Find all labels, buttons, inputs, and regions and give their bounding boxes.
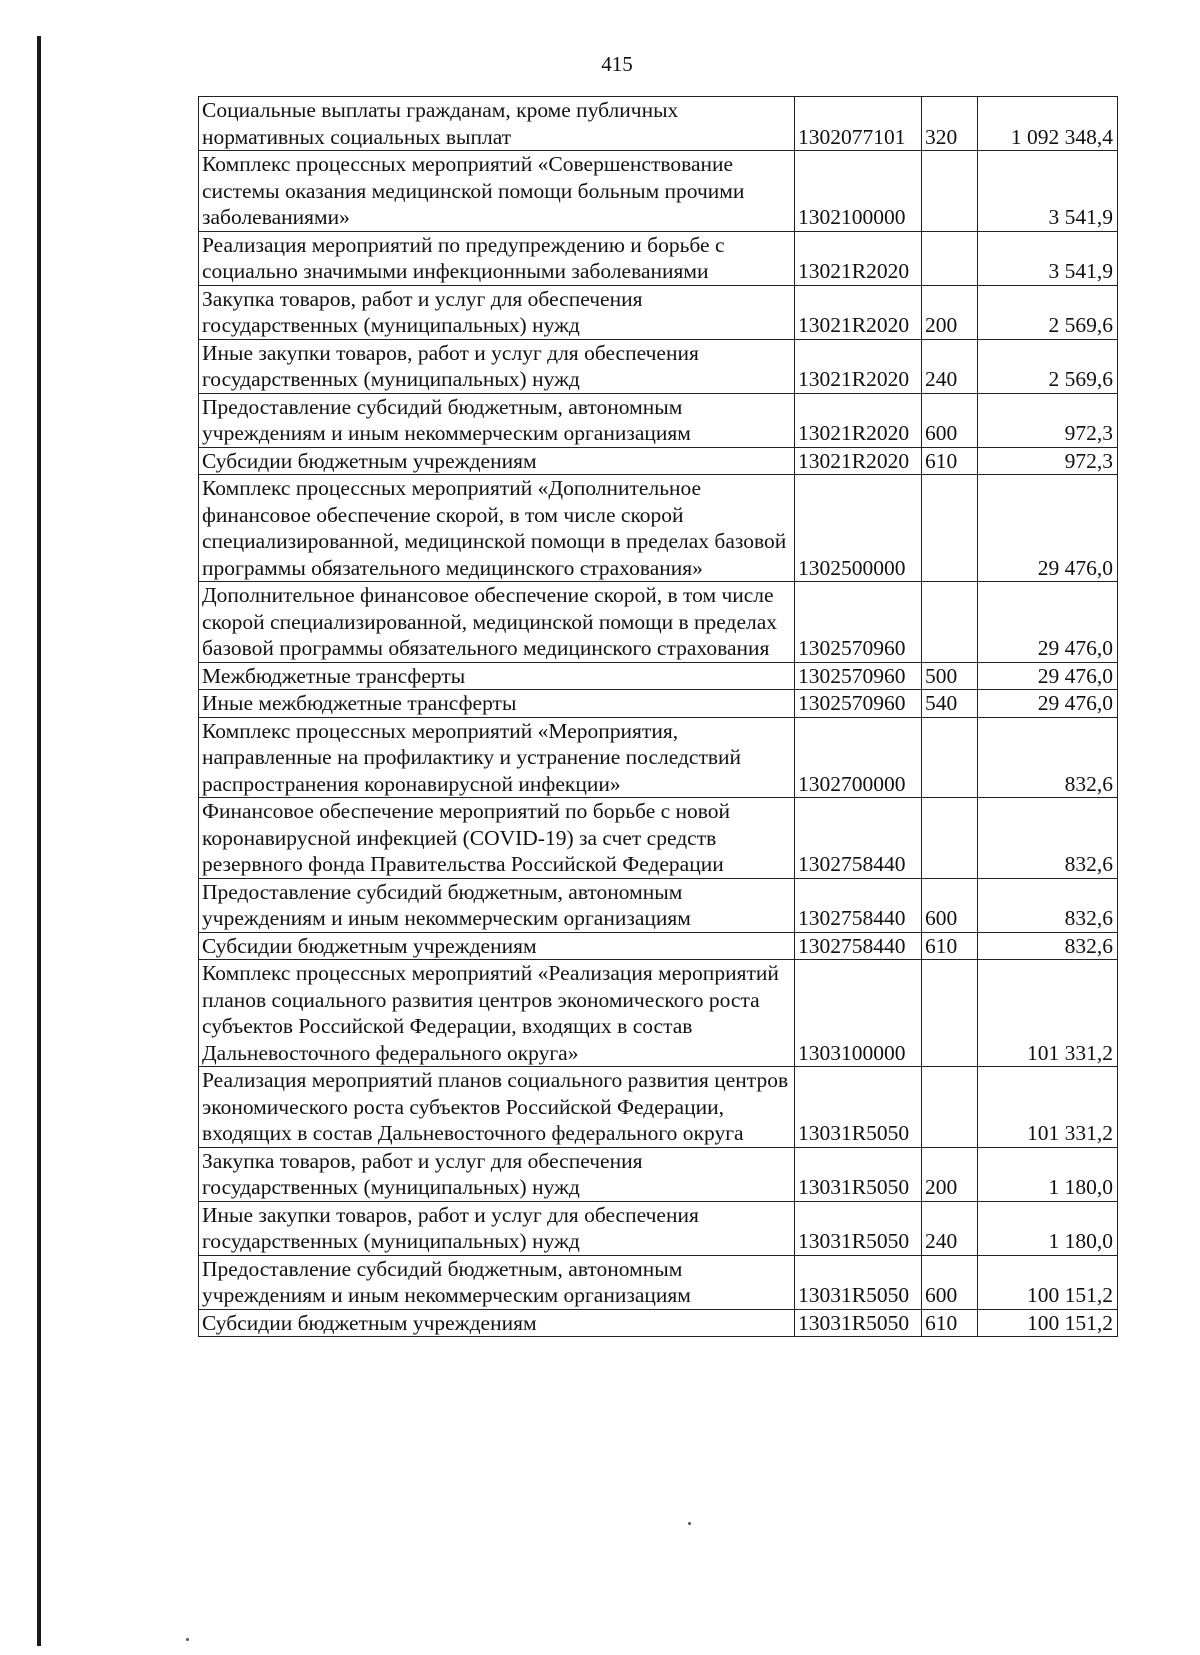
row-amount: 29 476,0 (978, 690, 1118, 718)
row-code: 1302700000 (795, 717, 922, 798)
row-amount: 832,6 (978, 932, 1118, 960)
row-name: Закупка товаров, работ и услуг для обеспечения государственных (муниципальных) нужд (199, 285, 795, 339)
budget-table (198, 96, 1118, 1337)
table-row (199, 393, 1118, 447)
binding-line (37, 36, 41, 1646)
row-amount: 29 476,0 (978, 582, 1118, 663)
table-row (199, 878, 1118, 932)
row-name: Межбюджетные трансферты (199, 662, 795, 690)
row-code: 13021R2020 (795, 231, 922, 285)
row-code: 13021R2020 (795, 285, 922, 339)
row-type (922, 231, 978, 285)
row-name: Дополнительное финансовое обеспечение скорой, в том числе скорой специализированной, медицинской помощи в пределах базовой программы обязательного медицинского страхования (199, 582, 795, 663)
page-number: 415 (601, 52, 633, 76)
table-row (199, 662, 1118, 690)
row-code: 1302758440 (795, 798, 922, 879)
row-amount: 101 331,2 (978, 1067, 1118, 1148)
scan-speck (688, 1522, 691, 1525)
row-name: Реализация мероприятий по предупреждению и борьбе с социально значимыми инфекционными заболеваниями (199, 231, 795, 285)
row-type (922, 151, 978, 232)
row-name: Иные межбюджетные трансферты (199, 690, 795, 718)
scan-speck (186, 1638, 189, 1641)
row-name: Предоставление субсидий бюджетным, автономным учреждениям и иным некоммерческим организациям (199, 878, 795, 932)
row-type (922, 798, 978, 879)
row-amount: 972,3 (978, 447, 1118, 475)
table-row (199, 97, 1118, 151)
row-type: 610 (922, 932, 978, 960)
table-row (199, 285, 1118, 339)
row-type: 200 (922, 285, 978, 339)
table-row (199, 231, 1118, 285)
row-name: Закупка товаров, работ и услуг для обеспечения государственных (муниципальных) нужд (199, 1147, 795, 1201)
table-row (199, 1309, 1118, 1337)
row-amount: 100 151,2 (978, 1309, 1118, 1337)
row-type: 240 (922, 339, 978, 393)
row-name: Комплекс процессных мероприятий «Мероприятия, направленные на профилактику и устранение последствий распространения коронавирусной инфекции» (199, 717, 795, 798)
row-code: 13031R5050 (795, 1309, 922, 1337)
table-row (199, 1147, 1118, 1201)
row-name: Социальные выплаты гражданам, кроме публичных нормативных социальных выплат (199, 97, 795, 151)
row-code: 1302570960 (795, 662, 922, 690)
row-code: 13031R5050 (795, 1067, 922, 1148)
row-amount: 832,6 (978, 717, 1118, 798)
row-name: Предоставление субсидий бюджетным, автономным учреждениям и иным некоммерческим организациям (199, 1255, 795, 1309)
row-amount: 972,3 (978, 393, 1118, 447)
table-row (199, 582, 1118, 663)
row-type (922, 475, 978, 582)
row-code: 13021R2020 (795, 393, 922, 447)
table-row (199, 798, 1118, 879)
row-name: Комплекс процессных мероприятий «Реализация мероприятий планов социального развития центров экономического роста субъектов Российской Федерации, входящих в состав Дальневосточного федерального округа» (199, 960, 795, 1067)
table-row (199, 960, 1118, 1067)
row-type: 600 (922, 1255, 978, 1309)
row-type (922, 582, 978, 663)
row-name: Реализация мероприятий планов социального развития центров экономического роста субъектов Российской Федерации, входящих в состав Дальневосточного федерального округа (199, 1067, 795, 1148)
row-name: Финансовое обеспечение мероприятий по борьбе с новой коронавирусной инфекцией (COVID-19) за счет средств резервного фонда Правительства Российской Федерации (199, 798, 795, 879)
row-amount: 1 180,0 (978, 1201, 1118, 1255)
budget-table-body (199, 97, 1118, 1337)
table-row (199, 717, 1118, 798)
row-amount: 832,6 (978, 878, 1118, 932)
row-code: 1302758440 (795, 932, 922, 960)
row-name: Комплекс процессных мероприятий «Совершенствование системы оказания медицинской помощи больным прочими заболеваниями» (199, 151, 795, 232)
table-row (199, 1067, 1118, 1148)
row-amount: 1 092 348,4 (978, 97, 1118, 151)
table-row (199, 447, 1118, 475)
row-name: Предоставление субсидий бюджетным, автономным учреждениям и иным некоммерческим организациям (199, 393, 795, 447)
row-amount: 2 569,6 (978, 285, 1118, 339)
row-type: 610 (922, 1309, 978, 1337)
row-type: 600 (922, 393, 978, 447)
table-row (199, 1201, 1118, 1255)
row-type: 500 (922, 662, 978, 690)
row-code: 13021R2020 (795, 447, 922, 475)
row-name: Субсидии бюджетным учреждениям (199, 932, 795, 960)
row-type (922, 960, 978, 1067)
row-code: 1302570960 (795, 690, 922, 718)
row-code: 1302500000 (795, 475, 922, 582)
row-type: 240 (922, 1201, 978, 1255)
table-row (199, 690, 1118, 718)
row-code: 1302570960 (795, 582, 922, 663)
table-row (199, 151, 1118, 232)
row-name: Иные закупки товаров, работ и услуг для обеспечения государственных (муниципальных) нужд (199, 339, 795, 393)
row-amount: 29 476,0 (978, 662, 1118, 690)
row-type: 600 (922, 878, 978, 932)
row-amount: 29 476,0 (978, 475, 1118, 582)
row-amount: 3 541,9 (978, 151, 1118, 232)
row-type (922, 1067, 978, 1148)
row-name: Субсидии бюджетным учреждениям (199, 1309, 795, 1337)
row-type: 610 (922, 447, 978, 475)
row-type: 320 (922, 97, 978, 151)
row-amount: 1 180,0 (978, 1147, 1118, 1201)
row-amount: 3 541,9 (978, 231, 1118, 285)
row-code: 1302077101 (795, 97, 922, 151)
row-code: 13021R2020 (795, 339, 922, 393)
row-code: 1303100000 (795, 960, 922, 1067)
row-type: 200 (922, 1147, 978, 1201)
row-code: 13031R5050 (795, 1147, 922, 1201)
row-amount: 101 331,2 (978, 960, 1118, 1067)
row-type: 540 (922, 690, 978, 718)
row-code: 1302758440 (795, 878, 922, 932)
table-row (199, 1255, 1118, 1309)
row-amount: 2 569,6 (978, 339, 1118, 393)
table-row (199, 339, 1118, 393)
row-amount: 832,6 (978, 798, 1118, 879)
row-code: 1302100000 (795, 151, 922, 232)
row-type (922, 717, 978, 798)
table-row (199, 475, 1118, 582)
row-code: 13031R5050 (795, 1255, 922, 1309)
table-row (199, 932, 1118, 960)
row-amount: 100 151,2 (978, 1255, 1118, 1309)
row-name: Субсидии бюджетным учреждениям (199, 447, 795, 475)
row-code: 13031R5050 (795, 1201, 922, 1255)
row-name: Иные закупки товаров, работ и услуг для обеспечения государственных (муниципальных) нужд (199, 1201, 795, 1255)
row-name: Комплекс процессных мероприятий «Дополнительное финансовое обеспечение скорой, в том числе скорой специализированной, медицинской помощи в пределах базовой программы обязательного медицинского страхования» (199, 475, 795, 582)
